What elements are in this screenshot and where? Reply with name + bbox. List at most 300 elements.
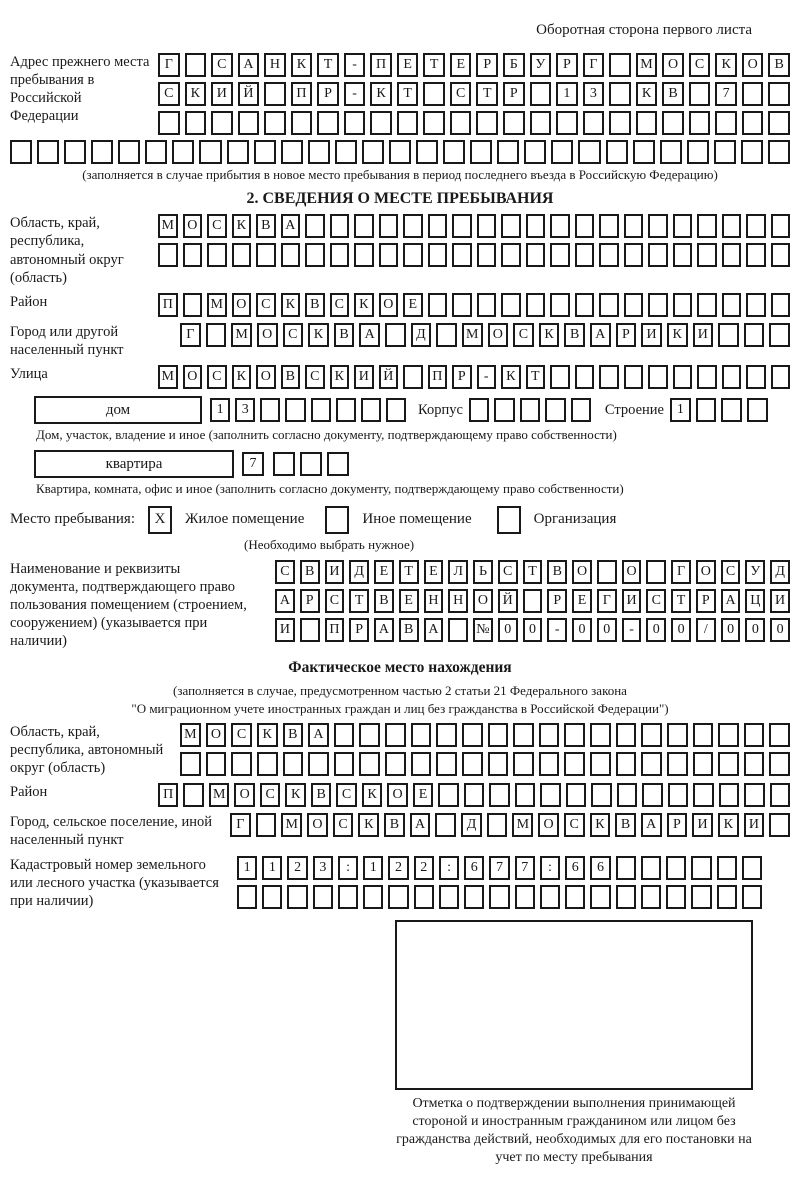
char-box[interactable]: С xyxy=(325,589,345,613)
char-box[interactable] xyxy=(287,885,307,909)
char-box[interactable]: В xyxy=(564,323,585,347)
char-box[interactable] xyxy=(237,885,257,909)
char-box[interactable] xyxy=(379,243,399,267)
char-box[interactable] xyxy=(673,243,693,267)
zhiloe-checkbox[interactable]: X xyxy=(148,506,172,534)
char-box[interactable]: : xyxy=(439,856,459,880)
char-box[interactable] xyxy=(183,293,203,317)
char-box[interactable] xyxy=(564,723,585,747)
char-box[interactable] xyxy=(526,243,546,267)
char-box[interactable] xyxy=(403,214,423,238)
char-box[interactable] xyxy=(379,214,399,238)
char-box[interactable] xyxy=(411,723,432,747)
char-box[interactable]: А xyxy=(590,323,611,347)
char-box[interactable]: А xyxy=(275,589,295,613)
char-box[interactable] xyxy=(428,243,448,267)
char-box[interactable] xyxy=(489,885,509,909)
char-box[interactable] xyxy=(771,214,791,238)
char-box[interactable] xyxy=(550,365,570,389)
char-box[interactable] xyxy=(206,752,227,776)
char-box[interactable] xyxy=(370,111,392,135)
char-box[interactable]: М xyxy=(158,365,178,389)
char-box[interactable]: И xyxy=(211,82,233,106)
char-box[interactable]: 0 xyxy=(597,618,617,642)
char-box[interactable]: О xyxy=(232,293,252,317)
char-box[interactable] xyxy=(464,885,484,909)
char-box[interactable] xyxy=(411,752,432,776)
char-box[interactable] xyxy=(494,398,514,422)
char-box[interactable] xyxy=(300,618,320,642)
char-box[interactable] xyxy=(668,783,688,807)
char-box[interactable] xyxy=(523,589,543,613)
char-box[interactable]: И xyxy=(770,589,790,613)
char-box[interactable] xyxy=(648,214,668,238)
char-box[interactable] xyxy=(354,214,374,238)
char-box[interactable] xyxy=(747,398,768,422)
char-box[interactable] xyxy=(771,365,791,389)
char-box[interactable] xyxy=(338,885,358,909)
char-box[interactable] xyxy=(717,885,737,909)
char-box[interactable]: П xyxy=(158,783,178,807)
char-box[interactable] xyxy=(334,752,355,776)
char-box[interactable] xyxy=(334,723,355,747)
char-box[interactable]: Р xyxy=(547,589,567,613)
char-box[interactable] xyxy=(313,885,333,909)
char-box[interactable] xyxy=(617,783,637,807)
char-box[interactable] xyxy=(436,323,457,347)
char-box[interactable]: Р xyxy=(616,323,637,347)
char-box[interactable]: С xyxy=(211,53,233,77)
char-box[interactable]: К xyxy=(232,214,252,238)
char-box[interactable] xyxy=(359,723,380,747)
char-box[interactable]: Р xyxy=(452,365,472,389)
char-box[interactable] xyxy=(722,365,742,389)
char-box[interactable] xyxy=(722,243,742,267)
char-box[interactable] xyxy=(477,293,497,317)
char-box[interactable]: 1 xyxy=(670,398,691,422)
char-box[interactable]: Г xyxy=(597,589,617,613)
char-box[interactable] xyxy=(439,885,459,909)
char-box[interactable]: М xyxy=(231,323,252,347)
char-box[interactable] xyxy=(691,856,711,880)
char-box[interactable] xyxy=(746,243,766,267)
char-box[interactable]: К xyxy=(715,53,737,77)
char-box[interactable]: Т xyxy=(317,53,339,77)
char-box[interactable] xyxy=(145,140,167,164)
char-box[interactable]: 6 xyxy=(590,856,610,880)
char-box[interactable] xyxy=(691,885,711,909)
char-box[interactable] xyxy=(526,293,546,317)
char-box[interactable]: Е xyxy=(403,293,423,317)
char-box[interactable] xyxy=(183,783,203,807)
char-box[interactable] xyxy=(469,398,489,422)
char-box[interactable] xyxy=(281,243,301,267)
char-box[interactable] xyxy=(362,140,384,164)
char-box[interactable]: С xyxy=(305,365,325,389)
char-box[interactable] xyxy=(578,140,600,164)
char-box[interactable]: П xyxy=(370,53,392,77)
char-box[interactable]: И xyxy=(744,813,765,837)
char-box[interactable] xyxy=(746,214,766,238)
char-box[interactable] xyxy=(462,723,483,747)
char-box[interactable] xyxy=(741,140,763,164)
char-box[interactable] xyxy=(428,293,448,317)
char-box[interactable]: Е xyxy=(399,589,419,613)
char-box[interactable]: Е xyxy=(424,560,444,584)
char-box[interactable]: М xyxy=(180,723,201,747)
char-box[interactable] xyxy=(37,140,59,164)
char-box[interactable]: 2 xyxy=(388,856,408,880)
char-box[interactable] xyxy=(354,243,374,267)
char-box[interactable]: И xyxy=(325,560,345,584)
char-box[interactable] xyxy=(667,723,688,747)
char-box[interactable]: С xyxy=(330,293,350,317)
char-box[interactable]: В xyxy=(283,723,304,747)
char-box[interactable]: Р xyxy=(696,589,716,613)
char-box[interactable] xyxy=(257,752,278,776)
char-box[interactable] xyxy=(591,783,611,807)
char-box[interactable]: Ц xyxy=(745,589,765,613)
char-box[interactable]: П xyxy=(428,365,448,389)
char-box[interactable]: 1 xyxy=(556,82,578,106)
char-box[interactable] xyxy=(180,752,201,776)
char-box[interactable] xyxy=(199,140,221,164)
char-box[interactable] xyxy=(722,214,742,238)
char-box[interactable] xyxy=(260,398,280,422)
char-box[interactable] xyxy=(642,783,662,807)
char-box[interactable] xyxy=(183,243,203,267)
char-box[interactable]: М xyxy=(207,293,227,317)
char-box[interactable]: К xyxy=(358,813,379,837)
char-box[interactable]: 1 xyxy=(262,856,282,880)
char-box[interactable] xyxy=(590,885,610,909)
char-box[interactable] xyxy=(231,752,252,776)
char-box[interactable] xyxy=(524,140,546,164)
char-box[interactable] xyxy=(305,243,325,267)
char-box[interactable] xyxy=(673,214,693,238)
char-box[interactable]: О xyxy=(488,323,509,347)
char-box[interactable] xyxy=(540,885,560,909)
char-box[interactable]: Д xyxy=(461,813,482,837)
char-box[interactable] xyxy=(344,111,366,135)
char-box[interactable] xyxy=(693,723,714,747)
char-box[interactable] xyxy=(597,560,617,584)
char-box[interactable]: 0 xyxy=(745,618,765,642)
char-box[interactable] xyxy=(256,813,277,837)
char-box[interactable]: 0 xyxy=(498,618,518,642)
char-box[interactable]: В xyxy=(615,813,636,837)
char-box[interactable]: В xyxy=(334,323,355,347)
char-box[interactable]: С xyxy=(689,53,711,77)
char-box[interactable] xyxy=(722,293,742,317)
char-box[interactable] xyxy=(501,243,521,267)
char-box[interactable] xyxy=(515,783,535,807)
char-box[interactable] xyxy=(633,140,655,164)
char-box[interactable]: М xyxy=(512,813,533,837)
char-box[interactable] xyxy=(575,214,595,238)
char-box[interactable]: М xyxy=(636,53,658,77)
char-box[interactable]: Й xyxy=(238,82,260,106)
char-box[interactable] xyxy=(158,111,180,135)
char-box[interactable] xyxy=(330,214,350,238)
char-box[interactable] xyxy=(264,82,286,106)
char-box[interactable]: К xyxy=(362,783,382,807)
char-box[interactable]: Н xyxy=(264,53,286,77)
char-box[interactable] xyxy=(609,111,631,135)
char-box[interactable] xyxy=(428,214,448,238)
char-box[interactable] xyxy=(452,243,472,267)
char-box[interactable] xyxy=(641,856,661,880)
char-box[interactable] xyxy=(609,53,631,77)
char-box[interactable] xyxy=(575,365,595,389)
char-box[interactable] xyxy=(696,398,717,422)
char-box[interactable]: С xyxy=(564,813,585,837)
char-box[interactable]: С xyxy=(336,783,356,807)
char-box[interactable] xyxy=(423,111,445,135)
char-box[interactable] xyxy=(624,365,644,389)
char-box[interactable]: В xyxy=(311,783,331,807)
char-box[interactable]: К xyxy=(636,82,658,106)
char-box[interactable] xyxy=(636,111,658,135)
char-box[interactable]: К xyxy=(257,723,278,747)
char-box[interactable] xyxy=(697,365,717,389)
char-box[interactable] xyxy=(697,243,717,267)
char-box[interactable] xyxy=(264,111,286,135)
char-box[interactable] xyxy=(530,82,552,106)
char-box[interactable] xyxy=(423,82,445,106)
char-box[interactable]: М xyxy=(158,214,178,238)
char-box[interactable] xyxy=(770,783,790,807)
char-box[interactable] xyxy=(488,752,509,776)
char-box[interactable] xyxy=(566,783,586,807)
char-box[interactable]: К xyxy=(354,293,374,317)
char-box[interactable] xyxy=(575,293,595,317)
char-box[interactable]: В xyxy=(281,365,301,389)
char-box[interactable] xyxy=(742,82,764,106)
char-box[interactable]: Г xyxy=(230,813,251,837)
char-box[interactable] xyxy=(363,885,383,909)
char-box[interactable]: В xyxy=(399,618,419,642)
char-box[interactable] xyxy=(330,243,350,267)
char-box[interactable] xyxy=(742,111,764,135)
char-box[interactable]: А xyxy=(410,813,431,837)
char-box[interactable] xyxy=(513,723,534,747)
char-box[interactable] xyxy=(336,398,356,422)
char-box[interactable]: - xyxy=(622,618,642,642)
char-box[interactable] xyxy=(768,140,790,164)
char-box[interactable]: К xyxy=(590,813,611,837)
char-box[interactable] xyxy=(641,885,661,909)
char-box[interactable]: 0 xyxy=(721,618,741,642)
char-box[interactable] xyxy=(526,214,546,238)
char-box[interactable]: К xyxy=(718,813,739,837)
char-box[interactable]: - xyxy=(344,82,366,106)
char-box[interactable] xyxy=(452,293,472,317)
char-box[interactable]: Й xyxy=(498,589,518,613)
char-box[interactable] xyxy=(744,723,765,747)
char-box[interactable] xyxy=(327,452,349,476)
char-box[interactable] xyxy=(545,398,565,422)
char-box[interactable] xyxy=(501,214,521,238)
char-box[interactable]: 3 xyxy=(583,82,605,106)
char-box[interactable]: О xyxy=(183,214,203,238)
char-box[interactable]: - xyxy=(344,53,366,77)
char-box[interactable]: Б xyxy=(503,53,525,77)
char-box[interactable] xyxy=(550,243,570,267)
char-box[interactable] xyxy=(746,293,766,317)
char-box[interactable] xyxy=(687,140,709,164)
char-box[interactable] xyxy=(416,140,438,164)
char-box[interactable] xyxy=(470,140,492,164)
char-box[interactable]: Р xyxy=(556,53,578,77)
char-box[interactable]: О xyxy=(538,813,559,837)
char-box[interactable] xyxy=(599,214,619,238)
char-box[interactable] xyxy=(158,243,178,267)
char-box[interactable] xyxy=(599,243,619,267)
char-box[interactable]: Р xyxy=(349,618,369,642)
char-box[interactable] xyxy=(389,140,411,164)
char-box[interactable] xyxy=(571,398,591,422)
char-box[interactable] xyxy=(361,398,381,422)
char-box[interactable] xyxy=(118,140,140,164)
char-box[interactable] xyxy=(616,752,637,776)
char-box[interactable]: О xyxy=(234,783,254,807)
char-box[interactable]: Л xyxy=(448,560,468,584)
char-box[interactable] xyxy=(386,398,406,422)
char-box[interactable]: М xyxy=(209,783,229,807)
char-box[interactable]: О xyxy=(206,723,227,747)
char-box[interactable]: 7 xyxy=(515,856,535,880)
char-box[interactable] xyxy=(513,752,534,776)
char-box[interactable]: 0 xyxy=(646,618,666,642)
char-box[interactable]: А xyxy=(424,618,444,642)
char-box[interactable] xyxy=(719,783,739,807)
char-box[interactable]: С xyxy=(498,560,518,584)
char-box[interactable]: О xyxy=(387,783,407,807)
char-box[interactable]: А xyxy=(238,53,260,77)
char-box[interactable]: А xyxy=(641,813,662,837)
char-box[interactable]: 2 xyxy=(414,856,434,880)
char-box[interactable] xyxy=(673,365,693,389)
char-box[interactable]: С xyxy=(450,82,472,106)
char-box[interactable]: А xyxy=(359,323,380,347)
char-box[interactable]: Т xyxy=(397,82,419,106)
char-box[interactable] xyxy=(477,214,497,238)
char-box[interactable] xyxy=(648,243,668,267)
char-box[interactable] xyxy=(452,214,472,238)
char-box[interactable] xyxy=(291,111,313,135)
char-box[interactable] xyxy=(283,752,304,776)
char-box[interactable] xyxy=(64,140,86,164)
char-box[interactable] xyxy=(666,856,686,880)
char-box[interactable]: 1 xyxy=(363,856,383,880)
char-box[interactable]: Т xyxy=(523,560,543,584)
char-box[interactable]: И xyxy=(354,365,374,389)
char-box[interactable] xyxy=(530,111,552,135)
char-box[interactable] xyxy=(769,323,790,347)
char-box[interactable] xyxy=(744,323,765,347)
char-box[interactable] xyxy=(624,243,644,267)
char-box[interactable]: К xyxy=(185,82,207,106)
char-box[interactable]: 7 xyxy=(242,452,264,476)
char-box[interactable] xyxy=(564,752,585,776)
char-box[interactable] xyxy=(403,365,423,389)
char-box[interactable] xyxy=(590,723,611,747)
char-box[interactable] xyxy=(520,398,540,422)
char-box[interactable] xyxy=(227,140,249,164)
char-box[interactable]: К xyxy=(667,323,688,347)
char-box[interactable] xyxy=(646,560,666,584)
char-box[interactable]: А xyxy=(281,214,301,238)
char-box[interactable]: А xyxy=(721,589,741,613)
char-box[interactable]: Е xyxy=(374,560,394,584)
char-box[interactable] xyxy=(185,111,207,135)
char-box[interactable]: О xyxy=(473,589,493,613)
char-box[interactable]: И xyxy=(275,618,295,642)
char-box[interactable] xyxy=(91,140,113,164)
char-box[interactable] xyxy=(256,243,276,267)
char-box[interactable]: К xyxy=(539,323,560,347)
char-box[interactable]: Н xyxy=(448,589,468,613)
char-box[interactable]: Н xyxy=(424,589,444,613)
char-box[interactable] xyxy=(673,293,693,317)
char-box[interactable]: Г xyxy=(158,53,180,77)
char-box[interactable] xyxy=(616,856,636,880)
char-box[interactable]: К xyxy=(291,53,313,77)
char-box[interactable]: Е xyxy=(450,53,472,77)
char-box[interactable]: С xyxy=(721,560,741,584)
char-box[interactable] xyxy=(590,752,611,776)
char-box[interactable] xyxy=(641,752,662,776)
char-box[interactable]: С xyxy=(275,560,295,584)
char-box[interactable]: Ь xyxy=(473,560,493,584)
char-box[interactable]: М xyxy=(462,323,483,347)
char-box[interactable]: О xyxy=(183,365,203,389)
char-box[interactable]: 6 xyxy=(464,856,484,880)
char-box[interactable]: О xyxy=(572,560,592,584)
char-box[interactable] xyxy=(488,723,509,747)
char-box[interactable]: В xyxy=(768,53,790,77)
char-box[interactable] xyxy=(359,752,380,776)
char-box[interactable]: С xyxy=(283,323,304,347)
char-box[interactable]: Д xyxy=(349,560,369,584)
char-box[interactable] xyxy=(565,885,585,909)
char-box[interactable]: К xyxy=(501,365,521,389)
char-box[interactable]: - xyxy=(477,365,497,389)
char-box[interactable]: Р xyxy=(476,53,498,77)
char-box[interactable] xyxy=(443,140,465,164)
char-box[interactable] xyxy=(616,885,636,909)
char-box[interactable]: П xyxy=(291,82,313,106)
char-box[interactable]: 3 xyxy=(235,398,255,422)
char-box[interactable] xyxy=(438,783,458,807)
char-box[interactable] xyxy=(305,214,325,238)
char-box[interactable]: С xyxy=(207,365,227,389)
char-box[interactable]: № xyxy=(473,618,493,642)
char-box[interactable] xyxy=(450,111,472,135)
char-box[interactable]: Т xyxy=(423,53,445,77)
char-box[interactable]: В xyxy=(547,560,567,584)
char-box[interactable] xyxy=(515,885,535,909)
char-box[interactable]: О xyxy=(622,560,642,584)
char-box[interactable] xyxy=(436,723,457,747)
char-box[interactable] xyxy=(693,752,714,776)
char-box[interactable] xyxy=(768,111,790,135)
char-box[interactable] xyxy=(487,813,508,837)
char-box[interactable] xyxy=(662,111,684,135)
char-box[interactable] xyxy=(769,752,790,776)
char-box[interactable]: : xyxy=(338,856,358,880)
